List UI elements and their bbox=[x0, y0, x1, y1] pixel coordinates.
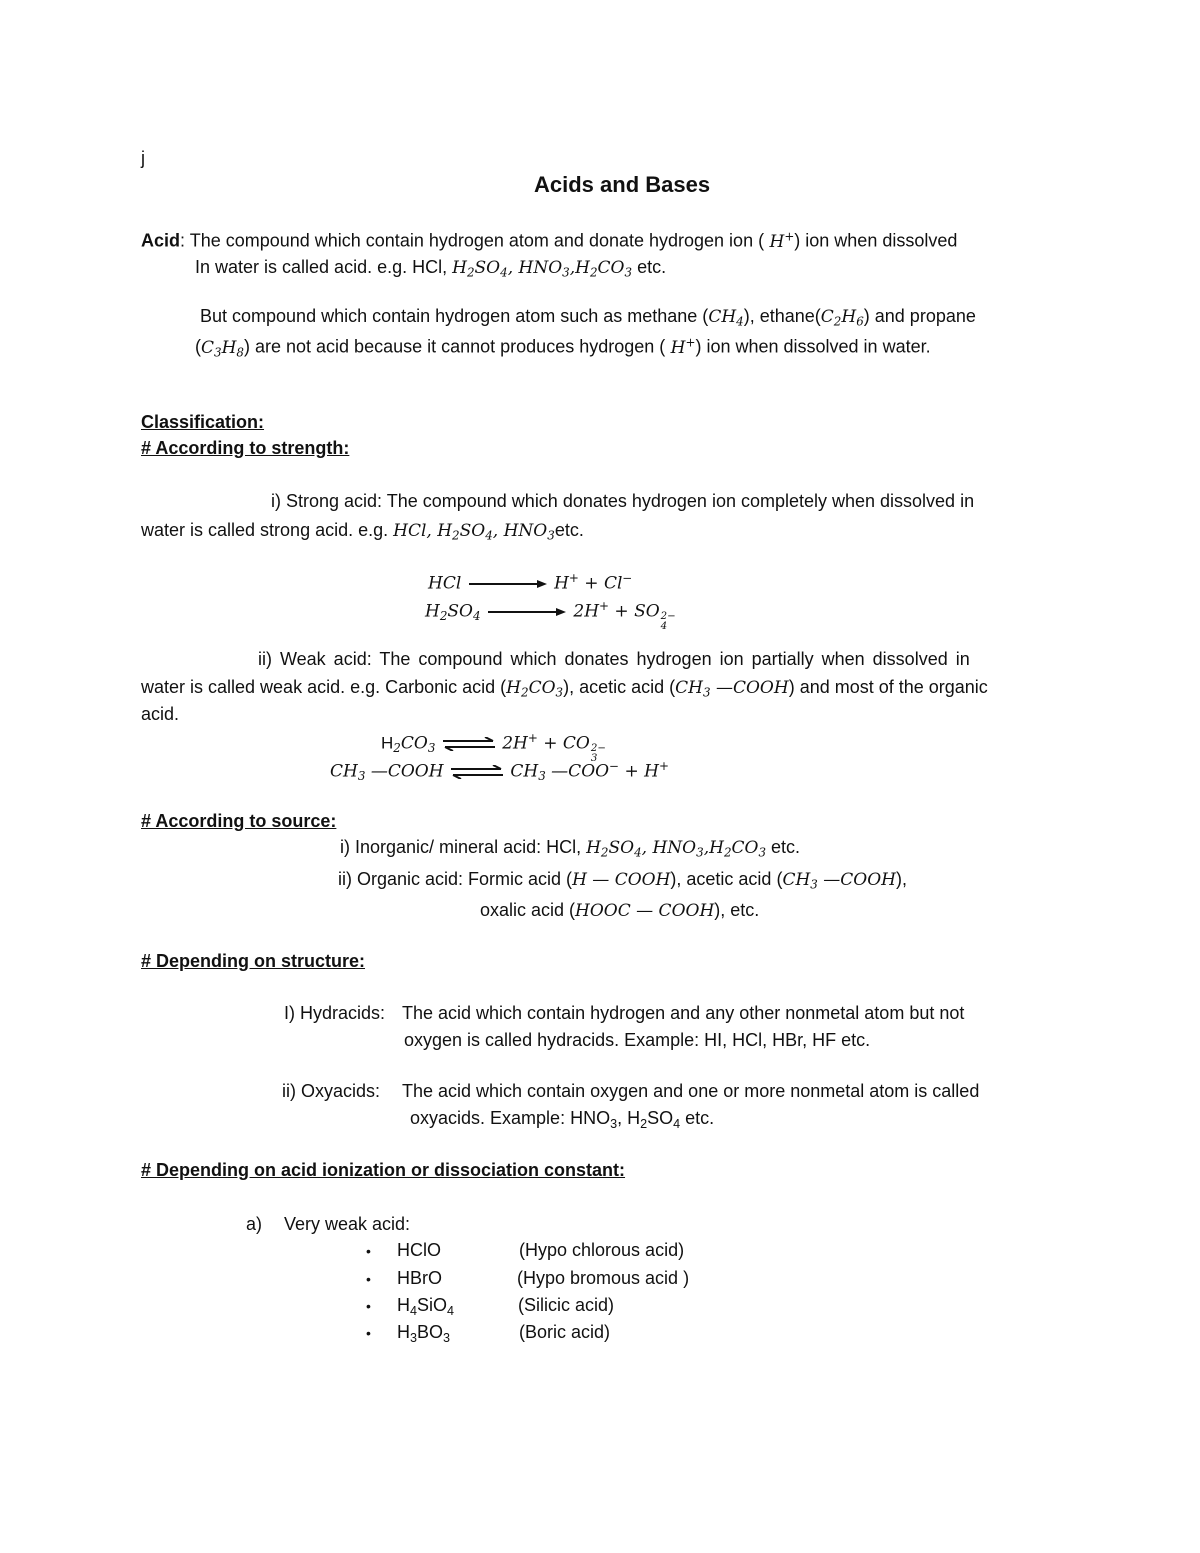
acid-definition-line1 bbox=[141, 229, 957, 252]
hydracids-label: I) Hydracids: bbox=[284, 1003, 386, 1023]
list-item-formula: HBrO bbox=[397, 1268, 442, 1288]
paragraph-text: ) and propane bbox=[863, 306, 976, 326]
list-item bbox=[366, 1322, 371, 1344]
equilibrium-arrow-icon bbox=[441, 737, 497, 751]
definition-text: ) ion when dissolved bbox=[794, 230, 958, 251]
paragraph-text: But compound which contain hydrogen atom such as methane ( bbox=[200, 306, 709, 326]
definition-text: : The compound which contain hydrogen atom and donate hydrogen ion ( bbox=[180, 230, 765, 251]
corner-mark: j bbox=[141, 148, 145, 168]
list-item bbox=[366, 1268, 371, 1290]
subscript: 2 bbox=[640, 1116, 648, 1131]
formula: $CH_3$ —COOH bbox=[675, 678, 789, 700]
paragraph-text: water is called strong acid. e.g. bbox=[141, 520, 394, 540]
formula: $H_2SO_4$, $HNO_3,H_2CO_3$ bbox=[452, 258, 633, 280]
list-item-name: (Silicic acid) bbox=[518, 1295, 615, 1315]
formula: HCl, $H_2SO_4$, $HNO_3$ bbox=[393, 521, 555, 543]
definition-text: etc. bbox=[632, 257, 667, 277]
weak-acid-line3: acid. bbox=[141, 704, 180, 724]
equation-h2so4: $H_2SO_4$ 2H+ + SO 2− 4 bbox=[425, 599, 676, 633]
oxyacids-line1: The acid which contain oxygen and one or more nonmetal atom is called bbox=[402, 1081, 980, 1101]
paragraph-text: ) are not acid because it cannot produces hydrogen ( bbox=[244, 336, 666, 357]
paragraph-text: oxalic acid ( bbox=[480, 900, 576, 920]
inorganic-acid-line bbox=[340, 837, 800, 860]
weak-acid-line1: ii) Weak acid: The compound which donates hydrogen ion partially when dissolved in bbox=[258, 649, 970, 669]
list-item-formula: HClO bbox=[397, 1240, 441, 1260]
definition-text: In water is called acid. e.g. HCl, bbox=[195, 257, 453, 277]
paragraph-text: i) Inorganic/ mineral acid: HCl, bbox=[340, 837, 587, 857]
non-acid-line1 bbox=[200, 306, 976, 329]
paragraph-text: ), bbox=[896, 869, 907, 889]
list-marker: a) bbox=[246, 1214, 263, 1234]
equation-hcl: HCl H+ + Cl− bbox=[428, 571, 633, 594]
equation-acetic: $CH_3$ —COOH $CH_3$ —COO− + H+ bbox=[330, 759, 669, 784]
list-item bbox=[366, 1295, 371, 1317]
paragraph-text: , H bbox=[617, 1108, 641, 1128]
paragraph-text: etc. bbox=[554, 520, 584, 540]
formula: $C_3H_8$ bbox=[201, 337, 244, 360]
acid-label: Acid bbox=[141, 230, 181, 251]
source-heading: # According to source: bbox=[141, 811, 337, 831]
strength-heading: # According to strength: bbox=[141, 438, 350, 458]
paragraph-text: etc. bbox=[680, 1108, 715, 1128]
very-weak-acid-label: Very weak acid: bbox=[284, 1214, 411, 1234]
subscript: 3 bbox=[610, 1116, 618, 1131]
bullet-icon: • bbox=[366, 1298, 371, 1314]
list-item-name: (Boric acid) bbox=[519, 1322, 611, 1342]
oxalic-acid-line bbox=[480, 900, 759, 922]
formula: $CH_4$ bbox=[708, 307, 744, 329]
classification-heading: Classification: bbox=[141, 412, 265, 432]
hydracids-line1: The acid which contain hydrogen and any other nonmetal atom but not bbox=[402, 1003, 965, 1023]
arrow-right-icon bbox=[467, 579, 549, 589]
formula: $H_2CO_3$ bbox=[506, 678, 564, 700]
formula: H+ bbox=[670, 335, 696, 358]
structure-heading: # Depending on structure: bbox=[141, 951, 366, 971]
strong-acid-line1: i) Strong acid: The compound which donates hydrogen ion completely when dissolved in bbox=[271, 491, 975, 511]
list-item-name: (Hypo bromous acid ) bbox=[517, 1268, 690, 1288]
acid-definition-line2 bbox=[195, 257, 666, 280]
paragraph-text: ), acetic acid ( bbox=[670, 869, 783, 889]
paragraph-text: ), ethane( bbox=[743, 306, 821, 326]
arrow-right-icon bbox=[486, 607, 568, 617]
paragraph-text: water is called weak acid. e.g. Carbonic acid ( bbox=[141, 677, 507, 697]
oxyacids-label: ii) Oxyacids: bbox=[282, 1081, 381, 1101]
list-item-formula: $H_3BO_3$ bbox=[397, 1322, 451, 1345]
subscript: 4 bbox=[673, 1116, 681, 1131]
paragraph-text: ii) Organic acid: Formic acid ( bbox=[338, 869, 573, 889]
paragraph-text: etc. bbox=[766, 837, 801, 857]
paragraph-text: oxyacids. Example: HNO bbox=[410, 1108, 611, 1128]
oxyacids-line2 bbox=[410, 1108, 714, 1132]
bullet-icon: • bbox=[366, 1271, 371, 1287]
ionization-heading: # Depending on acid ionization or dissociation constant: bbox=[141, 1160, 626, 1180]
formula: H — COOH bbox=[572, 870, 671, 890]
page-title: Acids and Bases bbox=[534, 172, 711, 197]
bullet-icon: • bbox=[366, 1243, 371, 1259]
paragraph-text: ) and most of the organic bbox=[788, 677, 988, 697]
organic-acid-line bbox=[338, 869, 907, 892]
list-item-formula: $H_4SiO_4$ bbox=[397, 1295, 455, 1318]
hydracids-line2: oxygen is called hydracids. Example: HI, HCl, HBr, HF etc. bbox=[404, 1030, 871, 1050]
equation-h2co3: $H_2CO_3$ 2H+ + CO 2− 3 bbox=[381, 731, 606, 765]
strong-acid-line2 bbox=[141, 520, 584, 543]
list-item bbox=[366, 1240, 371, 1262]
weak-acid-line2 bbox=[141, 677, 988, 700]
paragraph-text: ) ion when dissolved in water. bbox=[695, 336, 931, 357]
list-item-name: (Hypo chlorous acid) bbox=[519, 1240, 685, 1260]
equilibrium-arrow-icon bbox=[449, 765, 505, 779]
paragraph-text: ), acetic acid ( bbox=[563, 677, 676, 697]
paragraph-text: SO bbox=[647, 1108, 674, 1128]
paragraph-text: ), etc. bbox=[714, 900, 760, 920]
bullet-icon: • bbox=[366, 1325, 371, 1341]
formula: $CH_3$ —COOH bbox=[782, 870, 896, 892]
formula: $H_2SO_4$, $HNO_3,H_2CO_3$ bbox=[586, 838, 767, 860]
formula: H+ bbox=[769, 229, 795, 252]
non-acid-line2: $(C_3H_8)$ are not acid because it cannot produces hydrogen ( H+) ion when dissolved in water. bbox=[195, 335, 931, 360]
formula: HOOC — COOH bbox=[575, 901, 715, 921]
formula: $C_2H_6$ bbox=[820, 307, 864, 329]
